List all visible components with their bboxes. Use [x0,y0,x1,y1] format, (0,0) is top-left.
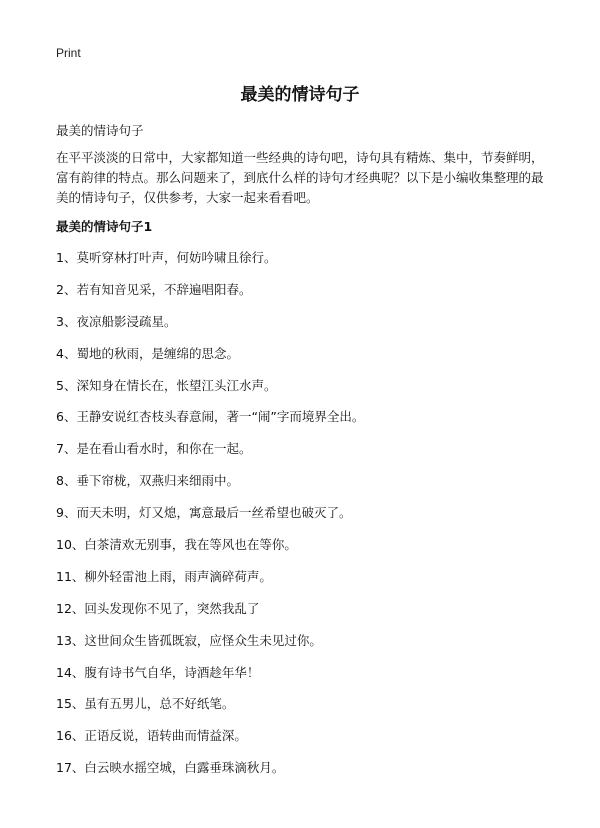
page-title: 最美的情诗句子 [240,85,360,105]
list-item: 6、王静安说红杏枝头春意闹，著一“闹”字而境界全出。 [56,409,365,425]
print-label: Print [56,46,81,60]
list-item: 5、深知身在情长在，怅望江头江水声。 [56,377,277,393]
list-item: 11、柳外轻雷池上雨，雨声滴碎荷声。 [56,568,272,584]
list-item: 14、腹有诗书气自华，诗酒趁年华！ [56,664,260,680]
intro-paragraph: 在平平淡淡的日常中，大家都知道一些经典的诗句吧，诗句具有精炼、集中，节奏鲜明，富有韵律的特点。那么问题来了，到底什么样的诗句才经典呢？以下是小编收集整理的最美的情诗句子，仅供参考，大家一起来看看吧。 [56,150,544,205]
list-item: 13、这世间众生皆孤既寂，应怪众生未见过你。 [56,632,322,648]
list-item: 12、回头发现你不见了，突然我乱了 [56,600,260,616]
sentence-list [56,248,364,790]
list-item: 2、若有知音见采，不辞遍唱阳春。 [56,281,252,297]
list-item: 15、虽有五男儿，总不好纸笔。 [56,696,235,712]
page-subtitle: 最美的情诗句子 [56,123,144,138]
list-item: 7、是在看山看水时，和你在一起。 [56,441,252,457]
list-item: 4、蜀地的秋雨，是缠绵的思念。 [56,345,239,361]
list-item: 10、白茶清欢无别事，我在等风也在等你。 [56,537,297,553]
list-item: 16、正语反说，语转曲而情益深。 [56,728,247,744]
section-heading: 最美的情诗句子1 [56,219,153,234]
list-item: 9、而天未明，灯又熄，寓意最后一丝希望也破灭了。 [56,505,352,521]
list-item: 3、夜凉船影浸疏星。 [56,313,177,329]
list-item: 17、白云映水摇空城，白露垂珠滴秋月。 [56,760,285,776]
list-item: 8、垂下帘栊，双燕归来细雨中。 [56,473,239,489]
list-item: 1、莫听穿林打叶声，何妨吟啸且徐行。 [56,250,277,265]
